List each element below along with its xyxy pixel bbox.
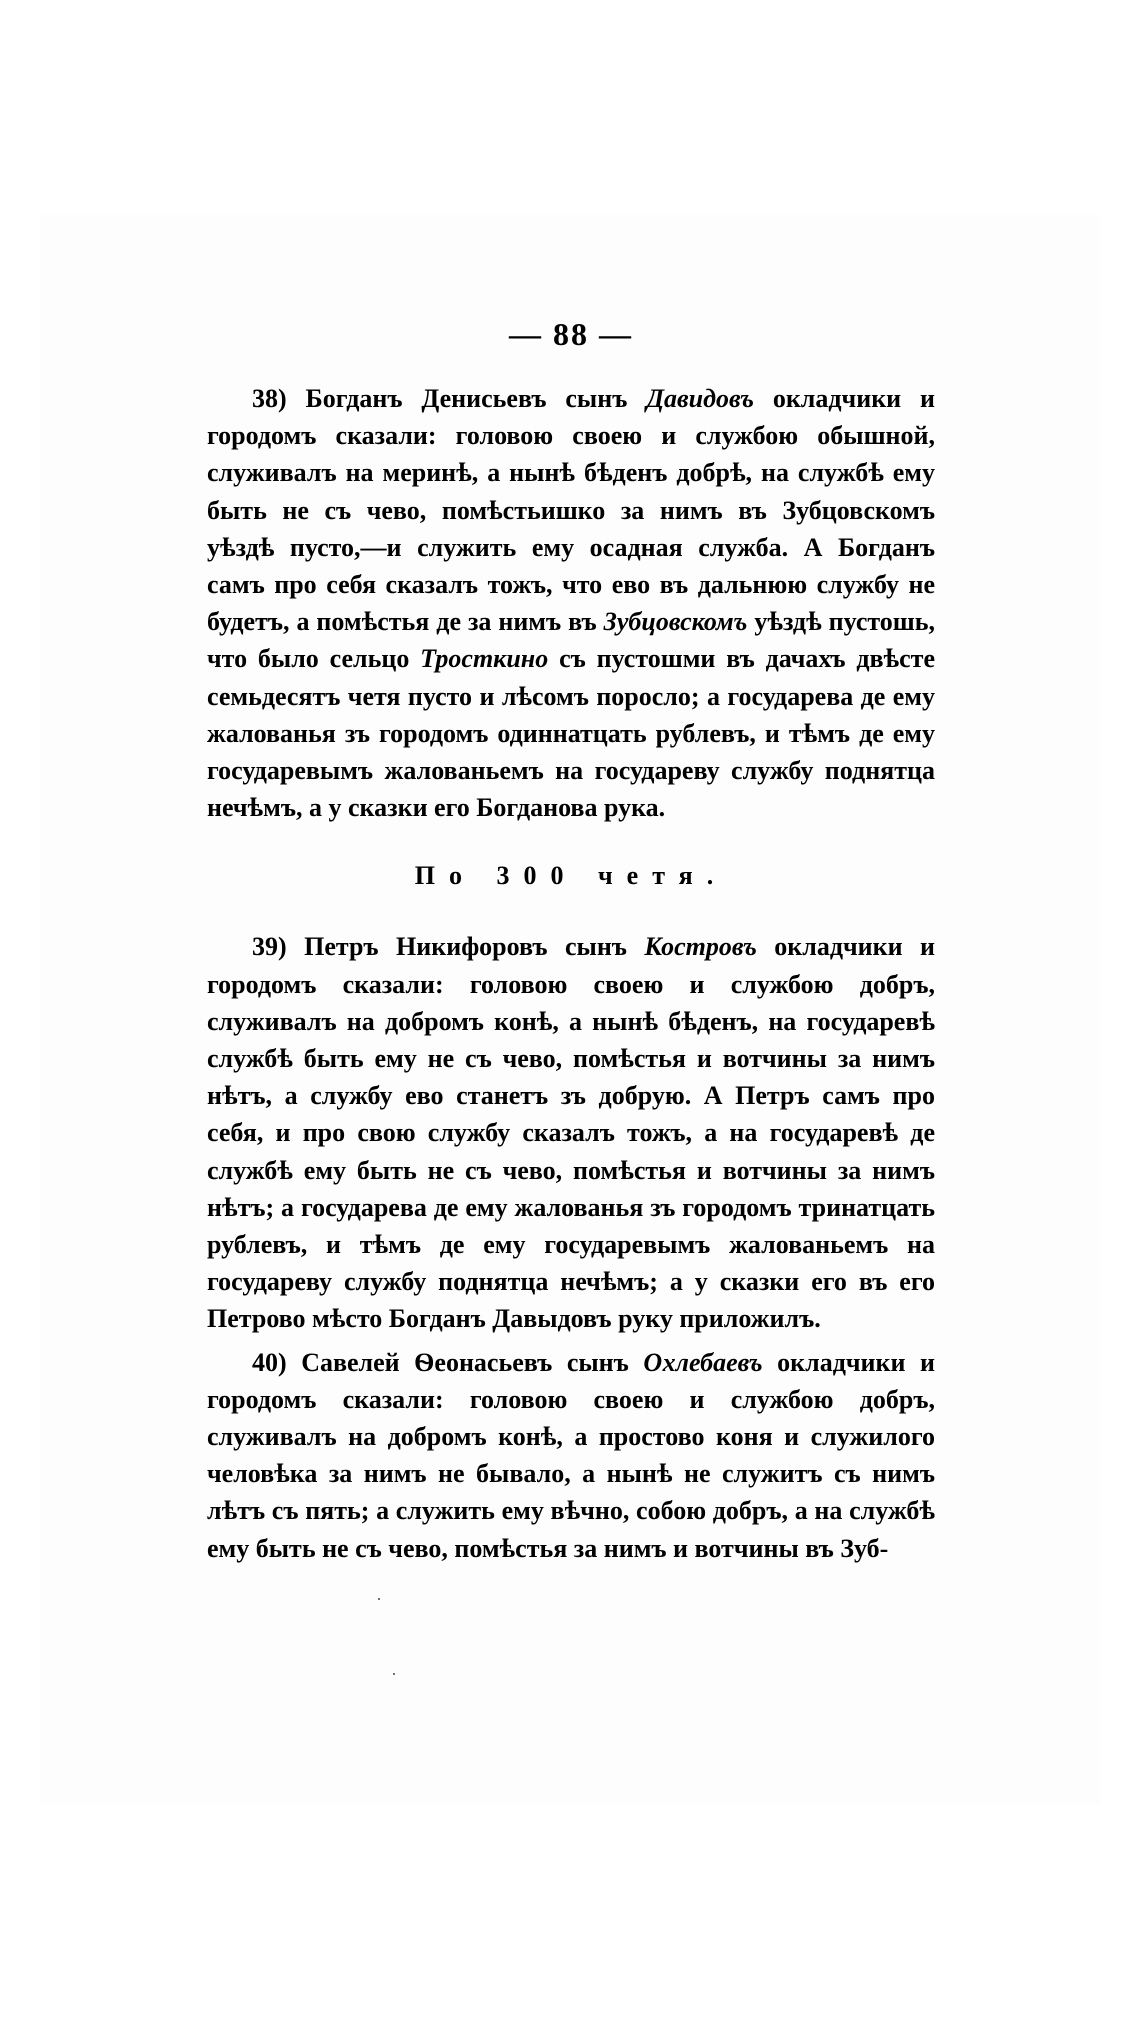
entry-text: окладчики и городомъ сказали: головою своею и службою обышной, служивалъ на меринѣ, а нынѣ бѣденъ добрѣ, на службѣ ему быть не съ чево, помѣстьишко за нимъ въ Зубцовскомъ уѣздѣ пусто,—и служить ему осадная служба. А Богданъ самъ про себя сказалъ тожъ, что ево въ дальнюю службу не будетъ, а помѣстья де за нимъ въ	[207, 384, 936, 637]
scan-speck	[393, 1673, 395, 1675]
entry-number: 38)	[252, 384, 287, 413]
surname: Костровъ	[644, 932, 757, 962]
entry-number: 40)	[252, 1347, 287, 1377]
scan-speck	[378, 1598, 380, 1600]
page-content	[207, 310, 935, 1567]
entry-text: Богданъ Денисьевъ сынъ	[286, 384, 647, 413]
entry-text: Петръ Никифоровъ сынъ	[286, 932, 645, 962]
entry-text: окладчики и городомъ сказали: головою своею и службою добръ, служивалъ на добромъ конѣ, а нынѣ бѣденъ, на государевѣ службѣ быть ему не съ чево, помѣстья и вотчины за нимъ нѣтъ, а службу ево станетъ зъ добрую. А Петръ самъ про себя, и про свою службу сказалъ тожъ, а на государевѣ де службѣ ему быть не съ чево, помѣстья и вотчины за нимъ нѣтъ; а государева де ему жалованья зъ городомъ тринатцать рублевъ, и тѣмъ де ему государевымъ жалованьемъ на государеву службу поднятца нечѣмъ; а у сказки его въ его Петрово мѣсто Богданъ Давыдовъ руку приложилъ.	[207, 932, 936, 1334]
entry-40	[207, 1344, 935, 1567]
page-number: — 88 —	[509, 316, 633, 352]
surname: Давидовъ	[646, 384, 754, 413]
entry-38	[207, 380, 935, 826]
entry-text: съ пустошми въ дачахъ двѣсте семьдесятъ четя пусто и лѣсомъ поросло; а государева де ему жалованья зъ городомъ одиннатцать рублевъ, и тѣмъ де ему государевымъ жалованьемъ на государеву службу поднятца нечѣмъ, а у сказки его Богданова рука.	[207, 644, 935, 823]
section-heading: По 300 четя.	[414, 861, 728, 891]
entry-39	[207, 928, 935, 1337]
village-name: Тросткино	[420, 644, 549, 674]
entry-number: 39)	[252, 932, 287, 962]
surname: Охлебаевъ	[643, 1347, 763, 1377]
place-name: Зубцовскомъ	[603, 607, 748, 637]
entry-text: уѣздѣ пустошь, что было сельцо	[207, 607, 935, 674]
entry-text: Савелей Ѳеонасьевъ сынъ	[286, 1347, 644, 1377]
entry-text: окладчики и городомъ сказали: головою своею и службою добръ, служивалъ на добромъ конѣ, а простово коня и служилого человѣка за нимъ не бывало, а нынѣ не служитъ съ нимъ лѣтъ съ пять; а служить ему вѣчно, собою добръ, а на службѣ ему быть не съ чево, помѣстья за нимъ и вотчины въ Зуб-	[207, 1347, 935, 1563]
